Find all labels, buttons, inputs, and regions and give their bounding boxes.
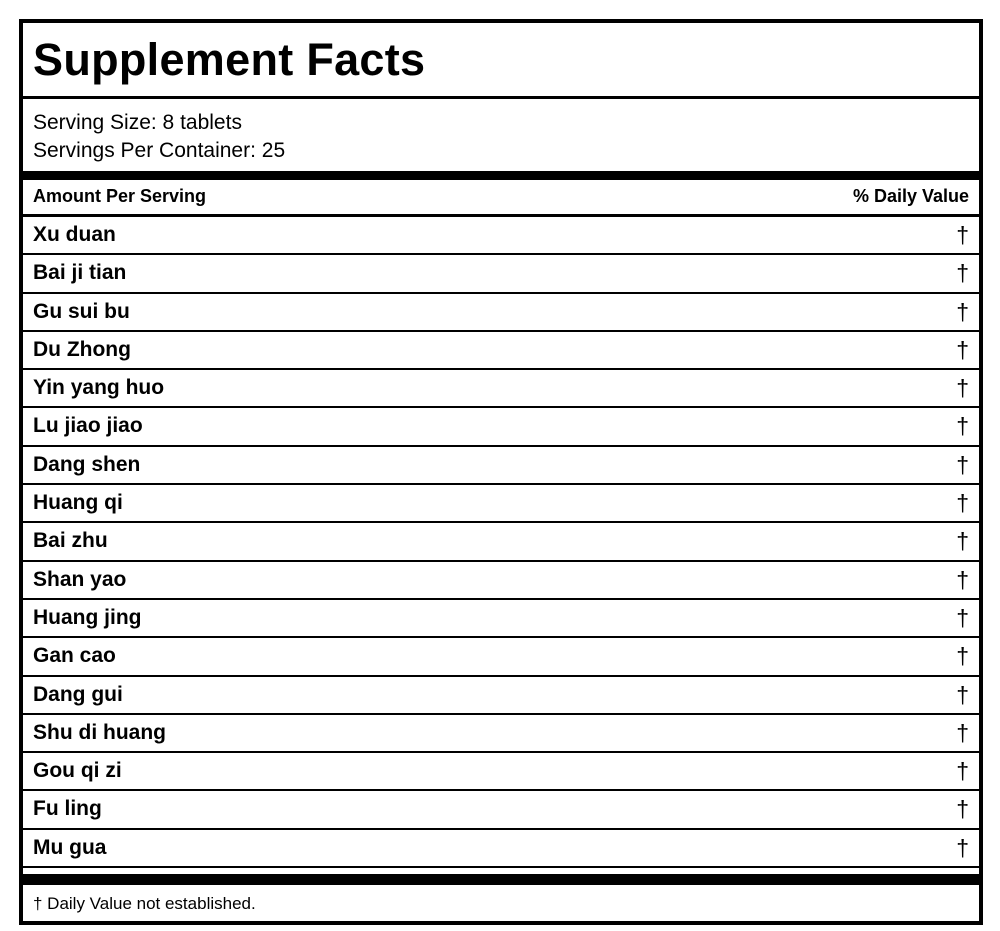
amount-per-serving-header: Amount Per Serving xyxy=(33,186,207,206)
ingredient-row xyxy=(23,677,979,715)
ingredient-row xyxy=(23,562,979,600)
ingredient-row xyxy=(23,332,979,370)
ingredient-name: Du Zhong xyxy=(33,337,131,361)
ingredient-list xyxy=(23,217,979,868)
ingredient-row xyxy=(23,600,979,638)
ingredient-row xyxy=(23,370,979,408)
thick-divider-top xyxy=(23,171,979,180)
ingredient-name: Gan cao xyxy=(33,644,116,668)
ingredient-name: Dang shen xyxy=(33,452,141,476)
serving-info xyxy=(23,99,979,171)
footnote: † Daily Value not established. xyxy=(33,894,256,914)
ingredient-name: Shan yao xyxy=(33,567,127,591)
ingredient-name: Mu gua xyxy=(33,835,107,859)
ingredient-daily-value: † xyxy=(956,643,969,670)
ingredient-name: Lu jiao jiao xyxy=(33,414,143,438)
ingredient-name: Huang qi xyxy=(33,491,123,515)
ingredient-name: Xu duan xyxy=(33,223,116,246)
ingredient-row xyxy=(23,447,979,485)
ingredient-daily-value: † xyxy=(956,298,969,325)
ingredient-daily-value: † xyxy=(956,566,969,593)
thick-divider-bottom xyxy=(23,874,979,885)
title-section xyxy=(23,23,979,99)
ingredient-row xyxy=(23,753,979,791)
ingredient-row xyxy=(23,523,979,561)
ingredient-daily-value: † xyxy=(956,260,969,287)
servings-per-container: Servings Per Container: 25 xyxy=(33,139,286,162)
ingredient-row xyxy=(23,408,979,446)
ingredient-daily-value: † xyxy=(956,375,969,402)
ingredient-name: Fu ling xyxy=(33,797,102,821)
ingredient-daily-value: † xyxy=(956,413,969,440)
ingredient-daily-value: † xyxy=(956,604,969,631)
ingredient-daily-value: † xyxy=(956,719,969,746)
ingredient-row xyxy=(23,638,979,676)
ingredient-row xyxy=(23,217,979,255)
ingredient-row xyxy=(23,485,979,523)
ingredient-name: Bai ji tian xyxy=(33,261,127,285)
serving-size: Serving Size: 8 tablets xyxy=(33,111,242,134)
ingredient-name: Bai zhu xyxy=(33,529,108,553)
ingredient-name: Shu di huang xyxy=(33,720,166,744)
ingredient-daily-value: † xyxy=(956,451,969,478)
ingredient-daily-value: † xyxy=(956,490,969,517)
daily-value-header: % Daily Value xyxy=(852,186,969,206)
ingredient-daily-value: † xyxy=(956,222,969,248)
footnote-section xyxy=(23,885,979,921)
ingredient-row xyxy=(23,715,979,753)
ingredient-row xyxy=(23,791,979,829)
supplement-facts-label xyxy=(19,19,983,925)
ingredient-name: Huang jing xyxy=(33,605,142,629)
column-header-row xyxy=(23,180,979,217)
label-title: Supplement Facts xyxy=(33,34,426,85)
ingredient-name: Yin yang huo xyxy=(33,376,165,400)
ingredient-row xyxy=(23,830,979,868)
ingredient-name: Gu sui bu xyxy=(33,299,130,323)
ingredient-daily-value: † xyxy=(956,834,969,861)
ingredient-daily-value: † xyxy=(956,528,969,555)
ingredient-daily-value: † xyxy=(956,758,969,785)
ingredient-row xyxy=(23,255,979,293)
ingredient-daily-value: † xyxy=(956,681,969,708)
ingredient-name: Dang gui xyxy=(33,682,123,706)
ingredient-daily-value: † xyxy=(956,796,969,823)
ingredient-row xyxy=(23,294,979,332)
ingredient-name: Gou qi zi xyxy=(33,759,122,783)
ingredient-daily-value: † xyxy=(956,336,969,363)
